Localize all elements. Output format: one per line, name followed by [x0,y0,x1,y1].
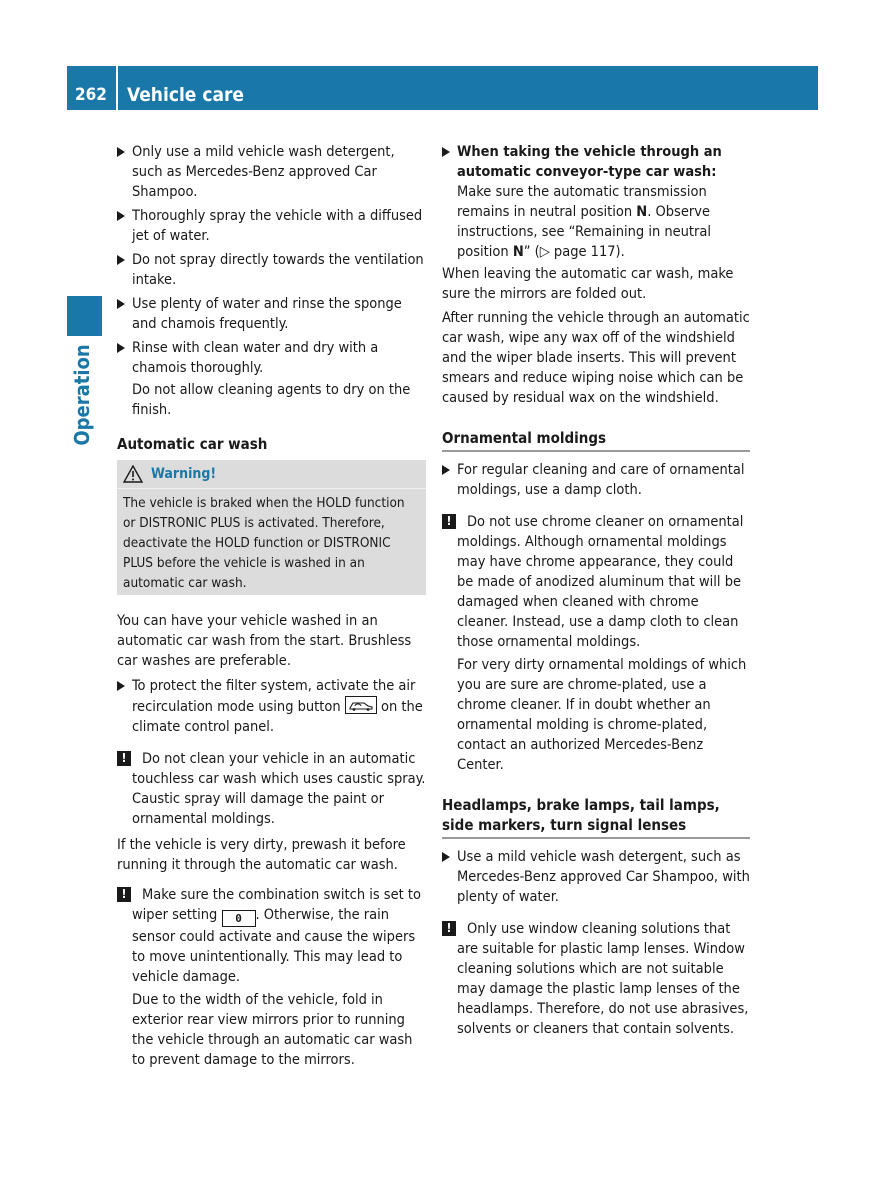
list-item: Rinse with clean water and dry with a chamois thoroughly. [117,338,426,378]
page-number: 262 [75,85,107,105]
section-heading-ornamental-moldings: Ornamental moldings [442,428,750,452]
left-column [117,142,426,1074]
list-item: Use a mild vehicle wash detergent, such as Mercedes-Benz approved Car Shampoo, with plenty of water. [442,847,750,907]
bullet-arrow-icon [117,255,125,265]
header-separator [116,66,118,110]
neutral-position: N [636,204,648,220]
exclamation-icon: ! [117,887,131,902]
bullet-arrow-icon [442,147,450,157]
right-column [442,142,750,1043]
section-heading-automatic-car-wash: Automatic car wash [117,435,268,453]
list-item: Only use a mild vehicle wash detergent, such as Mercedes-Benz approved Car Shampoo. [117,142,426,202]
warning-title: Warning! [151,466,217,482]
auto-wash-intro: You can have your vehicle washed in an automatic car wash from the start. Brushless car washes are preferable. [117,613,412,669]
list-item: Use plenty of water and rinse the sponge and chamois frequently. [117,294,426,334]
after-wash-text: After running the vehicle through an automatic car wash, wipe any wax off of the windshield and the wiper blade inserts. This will prevent smears and reduce wiping noise which can be caused by residual wax on the windshield. [442,310,750,406]
warning-header [117,464,426,489]
bullet-arrow-icon [117,211,125,221]
page-title: Vehicle care [127,84,245,106]
exclamation-icon: ! [442,921,456,936]
list-item: To protect the filter system, activate the air recirculation mode using button on the climate control panel. [117,676,426,737]
note-window-cleaning: ! Only use window cleaning solutions that are suitable for plastic lamp lenses. Window cleaning solutions which are not suitable may damage the plastic lamp lenses of the headlamps. Therefore, do not use abrasives, solvents or cleaners that contain solvents. [442,919,750,1039]
warning-box [117,460,426,595]
bullet-arrow-icon [117,681,125,691]
exclamation-icon: ! [117,751,131,766]
bullet-arrow-icon [117,343,125,353]
bullet-arrow-icon [442,465,450,475]
list-item: For regular cleaning and care of ornamental moldings, use a damp cloth. [442,460,750,500]
note-combination-switch: ! Make sure the combination switch is set to wiper setting 0 . Otherwise, the rain sensor could activate and cause the wipers to move unintentionally. This may lead to vehicle damage. [117,885,426,987]
mirrors-text: Due to the width of the vehicle, fold in exterior rear view mirrors prior to running the vehicle through an automatic car wash to prevent damage to the mirrors. [132,992,413,1068]
exclamation-icon: ! [442,514,456,529]
ornamental-followup: For very dirty ornamental moldings of which you are sure are chrome-plated, use a chrome cleaner. If in doubt whether an ornamental molding is chrome-plated, contact an authorized Mercedes-Benz Center. [457,657,747,773]
leaving-text: When leaving the automatic car wash, make sure the mirrors are folded out. [442,266,734,302]
note-chrome-cleaner: ! Do not use chrome cleaner on ornamental moldings. Although ornamental moldings may have chrome appearance, they could be made of anodized aluminum that will be damaged when cleaned with chrome cleaner. Instead, use a damp cloth to clean those ornamental moldings. [442,512,750,652]
warning-triangle-icon [123,465,143,483]
side-tab-label: Operation [70,344,94,446]
wiper-setting-key: 0 [222,910,256,927]
list-item: When taking the vehicle through an automatic conveyor-type car wash: Make sure the automatic transmission remains in neutral position N. Observe instructions, see “Remaining in neutral position N” (▷ page 117). [442,142,750,262]
prewash-text: If the vehicle is very dirty, prewash it before running it through the automatic car wash. [117,837,406,873]
bullet-arrow-icon [117,147,125,157]
neutral-position-ref: N [512,244,524,260]
warning-text: The vehicle is braked when the HOLD function or DISTRONIC PLUS is activated. Therefore, deactivate the HOLD function or DISTRONIC PLUS before the vehicle is washed in an automatic car wash. [123,495,405,591]
bullet-arrow-icon [117,299,125,309]
list-item: Do not spray directly towards the ventilation intake. [117,250,426,290]
note-caustic-spray: ! Do not clean your vehicle in an automatic touchless car wash which uses caustic spray. Caustic spray will damage the paint or ornamental moldings. [117,749,426,829]
air-recirculation-button-icon [345,696,377,714]
side-tab-marker [67,296,102,336]
list-item: Thoroughly spray the vehicle with a diffused jet of water. [117,206,426,246]
section-heading-headlamps: Headlamps, brake lamps, tail lamps, side markers, turn signal lenses [442,795,750,839]
rinse-followup: Do not allow cleaning agents to dry on the finish. [132,382,411,418]
bullet-arrow-icon [442,852,450,862]
